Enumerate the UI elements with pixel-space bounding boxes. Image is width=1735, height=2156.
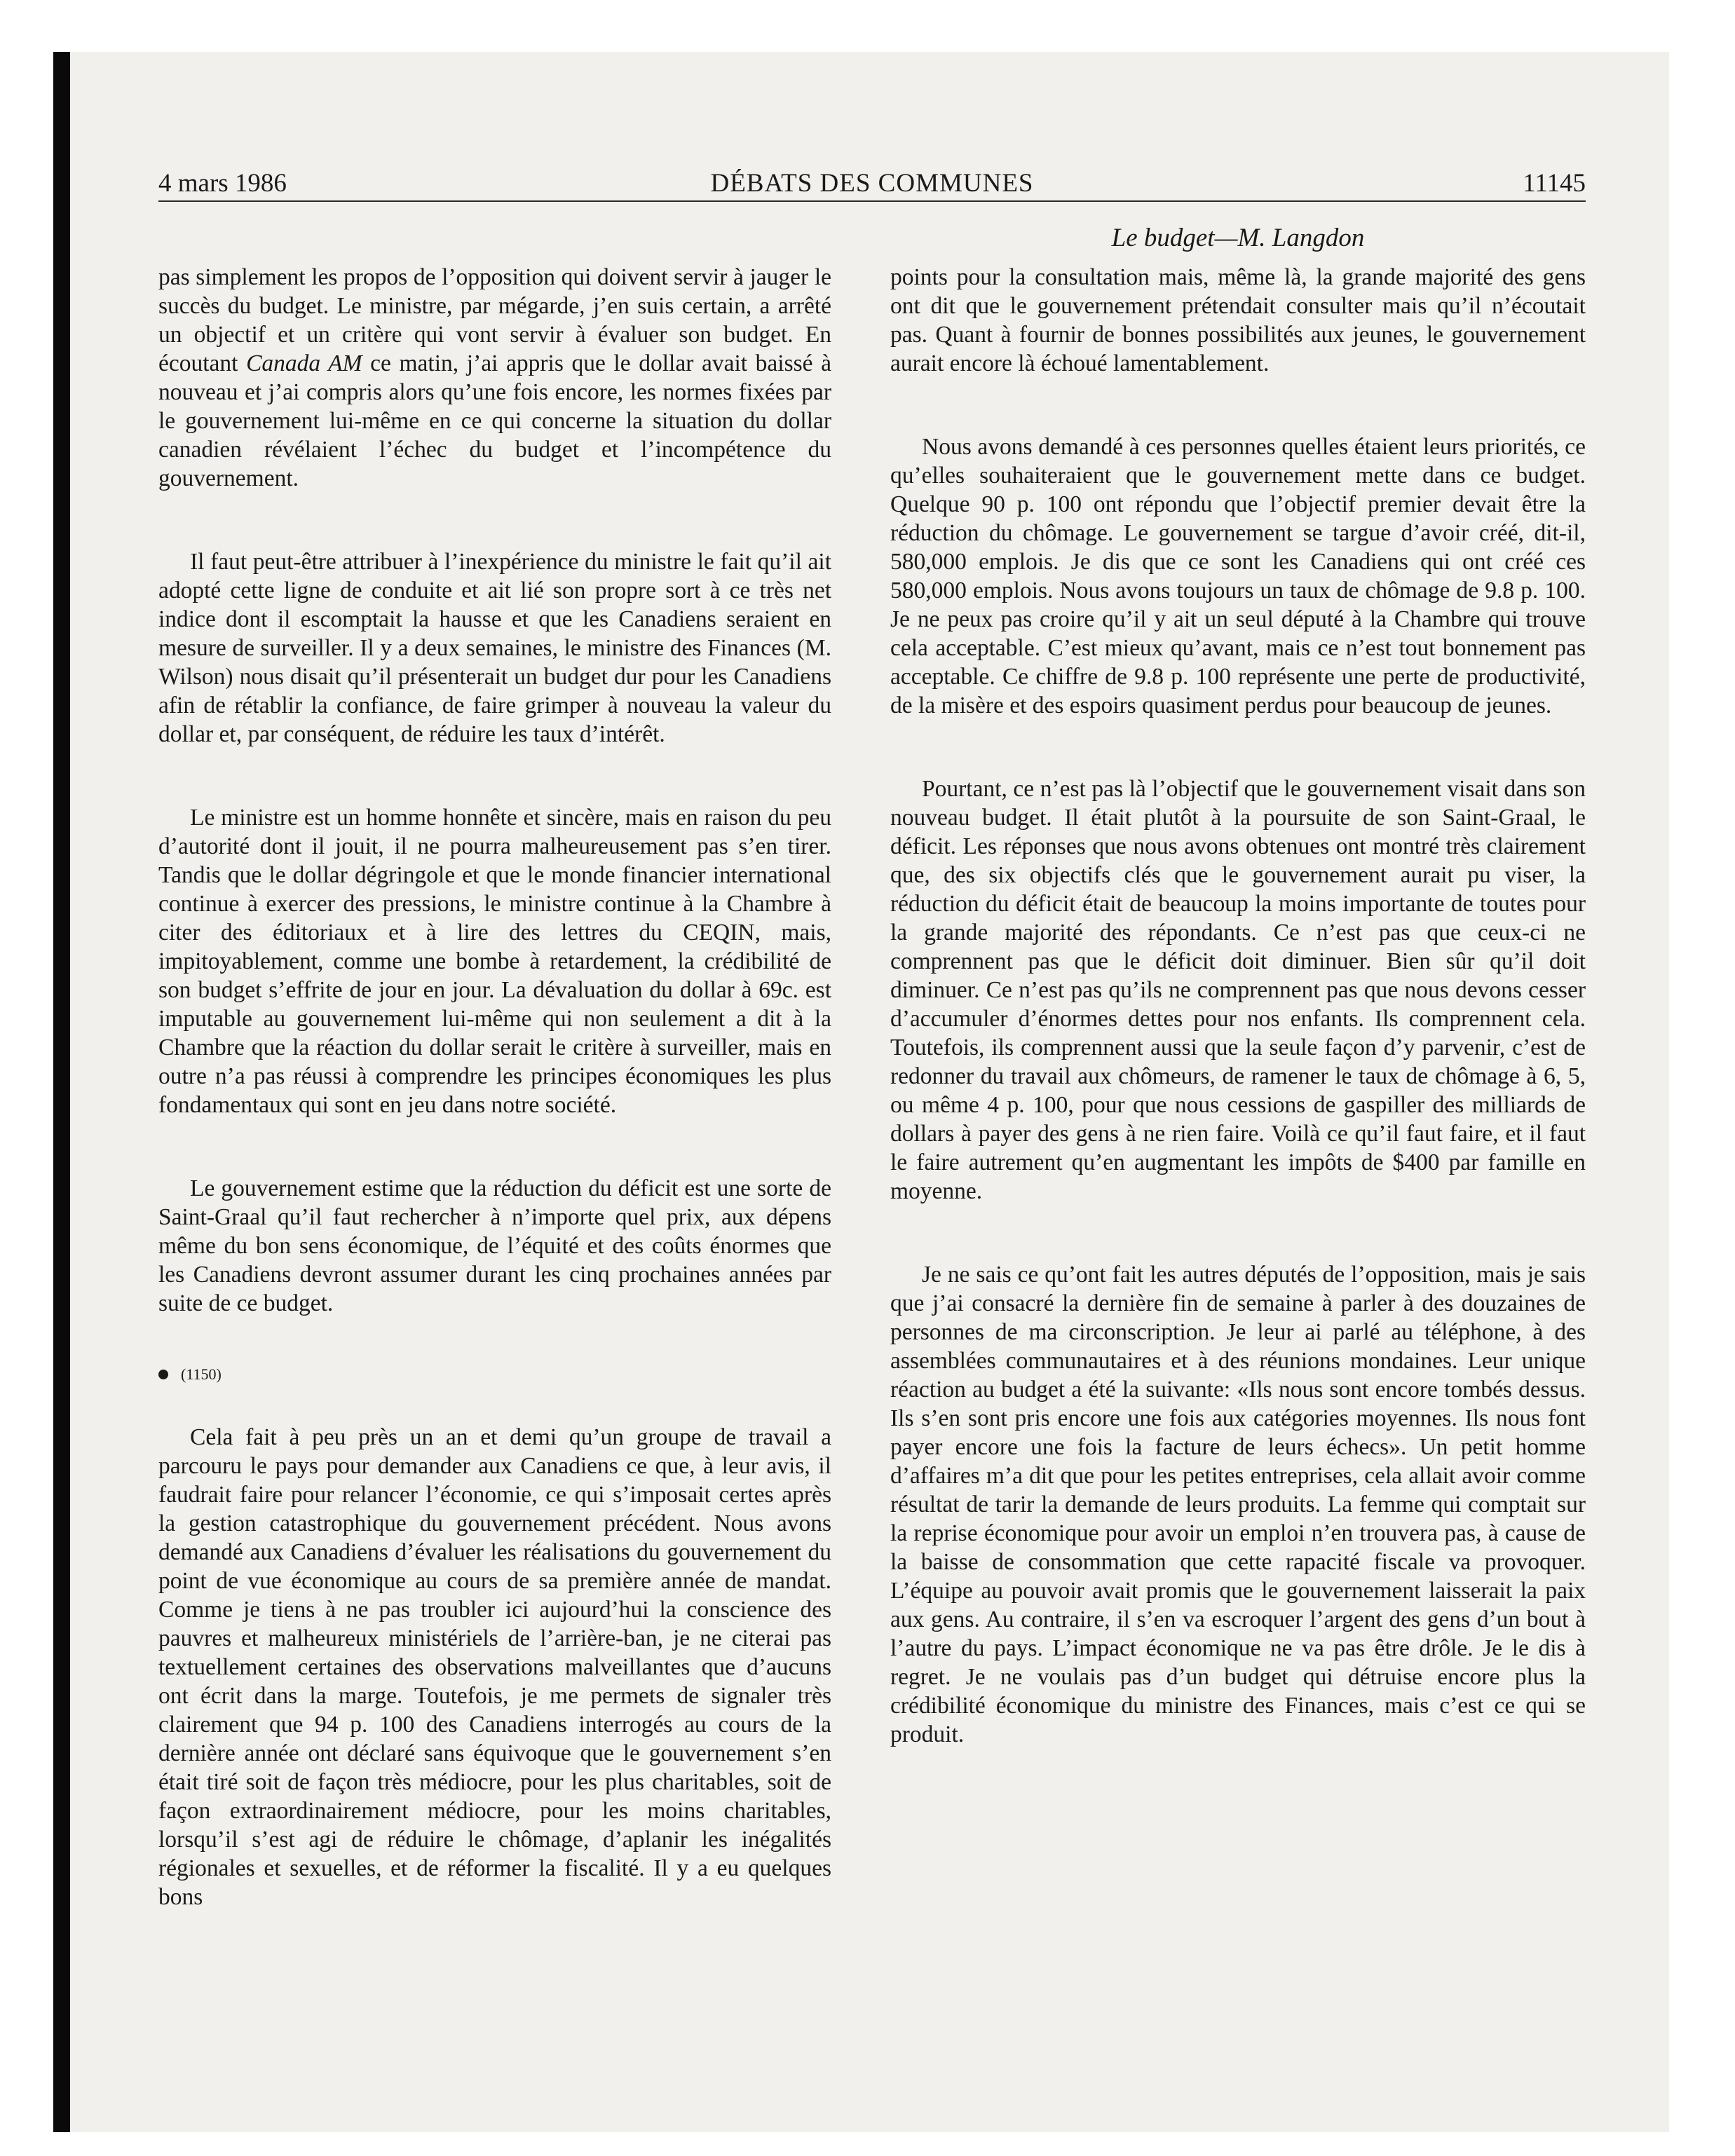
paragraph: Nous avons demandé à ces personnes quelles étaient leurs priorités, ce qu’elles souhaiteraient que le gouvernement mette dans ce budget. Quelque 90 p. 100 ont répondu que l’objectif premier devait être la réduction du chômage. Le gouvernement se targue d’avoir créé, dit-il, 580,000 emplois. Je dis que ce sont les Canadiens qui ont créé ces 580,000 emplois. Nous avons toujours un taux de chômage de 9.8 p. 100. Je ne peux pas croire qu’il y ait un seul député à la Chambre qui trouve cela acceptable. C’est mieux qu’avant, mais ce n’est tout bonnement pas acceptable. Ce chiffre de 9.8 p. 100 représente une perte de productivité, de la misère et des espoirs quasiment perdus pour beaucoup de jeunes. [890, 434, 1586, 718]
section-heading: Le budget—M. Langdon [1111, 224, 1365, 252]
time-marker [158, 1364, 831, 1385]
header-date: 4 mars 1986 [158, 169, 287, 198]
document-page [158, 167, 1586, 2101]
bullet-icon [158, 1370, 168, 1379]
program-title: Canada AM [246, 350, 362, 376]
left-column [158, 263, 831, 1911]
page-number: 11145 [1523, 169, 1586, 198]
scan-binding-edge [53, 52, 70, 2132]
right-column [890, 263, 1586, 1749]
paragraph: Le gouvernement estime que la réduction du déficit est une sorte de Saint-Graal qu’il faut rechercher à n’importe quel prix, aux dépens même du bon sens économique, de l’équité et des coûts énormes que les Canadiens devront assumer durant les cinq prochaines années par suite de ce budget. [158, 1175, 831, 1316]
paragraph: points pour la consultation mais, même là, la grande majorité des gens ont dit que le gouvernement prétendait consulter mais qu’il n’écoutait pas. Quant à fournir de bonnes possibilités aux jeunes, le gouvernement aurait encore là échoué lamentablement. [890, 264, 1586, 376]
paragraph: Je ne sais ce qu’ont fait les autres députés de l’opposition, mais je sais que j’ai consacré la dernière fin de semaine à parler à des douzaines de personnes de ma circonscription. Je leur ai parlé au téléphone, à des assemblées communautaires et à des réunions mondaines. Leur unique réaction au budget a été la suivante: «Ils nous sont encore tombés dessus. Ils s’en sont pris encore une fois aux catégories moyennes. Ils nous font payer encore une fois la facture de leurs échecs». Un petit homme d’affaires m’a dit que pour les petites entreprises, cela allait avoir comme résultat de tarir la demande de leurs produits. La femme qui comptait sur la reprise économique pour avoir un emploi n’en trouvera pas, à cause de la baisse de consommation que cette rapacité fiscale va provoquer. L’équipe au pouvoir avait promis que le gouvernement laisserait la paix aux gens. Au contraire, il s’en va escroquer l’argent des gens d’un bout à l’autre du pays. L’impact économique ne va pas être drôle. Je le dis à regret. Je ne voulais pas d’un budget qui détruise encore plus la crédibilité économique du ministre des Finances, mais c’est ce qui se produit. [890, 1262, 1586, 1747]
paragraph: Cela fait à peu près un an et demi qu’un groupe de travail a parcouru le pays pour demander aux Canadiens ce que, à leur avis, il faudrait faire pour relancer l’économie, ce qui s’imposait certes après la gestion catastrophique du gouvernement précédent. Nous avons demandé aux Canadiens d’évaluer les réalisations du gouvernement du point de vue économique au cours de sa première année de mandat. Comme je tiens à ne pas troubler ici aujourd’hui la conscience des pauvres et malheureux ministériels de l’arrière-ban, je ne citerai pas textuellement certaines des observations malveillantes que d’aucuns ont écrit dans la marge. Toutefois, je me permets de signaler très clairement que 94 p. 100 des Canadiens interrogés au cours de la dernière année ont déclaré sans équivoque que le gouvernement s’en était tiré soit de façon très médiocre, pour les plus charitables, soit de façon extraordinairement médiocre, pour les moins charitables, lorsqu’il s’est agi de réduire le chômage, d’aplanir les inégalités régionales et sexuelles, et de réformer la fiscalité. Il y a eu quelques bons [158, 1424, 831, 1910]
paragraph: pas simplement les propos de l’opposition qui doivent servir à jauger le succès du budget. Le ministre, par mégarde, j’en suis certain, a arrêté un objectif et un critère qui vont servir à évaluer son budget. En écoutant Canada AM ce matin, j’ai appris que le dollar avait baissé à nouveau et j’ai compris alors qu’une fois encore, les normes fixées par le gouvernement lui-même en ce qui concerne la situation du dollar canadien révélaient l’échec du budget et l’incompétence du gouvernement. [158, 264, 831, 491]
time-marker-label: (1150) [181, 1365, 222, 1383]
paragraph: Pourtant, ce n’est pas là l’objectif que le gouvernement visait dans son nouveau budget. Il était plutôt à la poursuite de son Saint-Graal, le déficit. Les réponses que nous avons obtenues ont montré très clairement que, des six objectifs clés que le gouvernement aurait pu viser, la réduction du déficit était de beaucoup la moins importante de toutes pour la grande majorité des répondants. Ce n’est pas que ceux-ci ne comprennent pas que le déficit doit diminuer. Bien sûr qu’il doit diminuer. Ce n’est pas qu’ils ne comprennent pas que nous devons cesser d’accumuler d’énormes dettes pour nos enfants. Ils comprennent cela. Toutefois, ils comprennent aussi que la seule façon d’y parvenir, c’est de redonner du travail aux chômeurs, de ramener le taux de chômage à 6, 5, ou même 4 p. 100, pour que nous cessions de gaspiller des milliards de dollars à payer des gens à ne rien faire. Voilà ce qu’il faut faire, et il faut le faire autrement qu’en augmentant les impôts de $400 par famille en moyenne. [890, 776, 1586, 1204]
paragraph: Le ministre est un homme honnête et sincère, mais en raison du peu d’autorité dont il jouit, il ne pourra malheureusement pas s’en tirer. Tandis que le dollar dégringole et que le monde financier international continue à exercer des pressions, le ministre continue à la Chambre à citer des éditoriaux et à lire des lettres du CEQIN, mais, impitoyablement, comme une bombe à retardement, la crédibilité de son budget s’effrite de jour en jour. La dévaluation du dollar à 69c. est imputable au gouvernement lui-même qui non seulement a dit à la Chambre que la réaction du dollar serait le critère à surveiller, mais en outre n’a pas réussi à comprendre les principes économiques les plus fondamentaux qui sont en jeu dans notre société. [158, 805, 831, 1118]
paragraph: Il faut peut-être attribuer à l’inexpérience du ministre le fait qu’il ait adopté cette ligne de conduite et ait lié son propre sort à ce très net indice dont il escomptait la hausse et que les Canadiens seraient en mesure de surveiller. Il y a deux semaines, le ministre des Finances (M. Wilson) nous disait qu’il présenterait un budget dur pour les Canadiens afin de rétablir la confiance, de faire grimper à nouveau la valeur du dollar et, par conséquent, de réduire les taux d’intérêt. [158, 549, 831, 747]
publication-title: DÉBATS DES COMMUNES [710, 169, 1034, 198]
running-header [158, 167, 1586, 202]
